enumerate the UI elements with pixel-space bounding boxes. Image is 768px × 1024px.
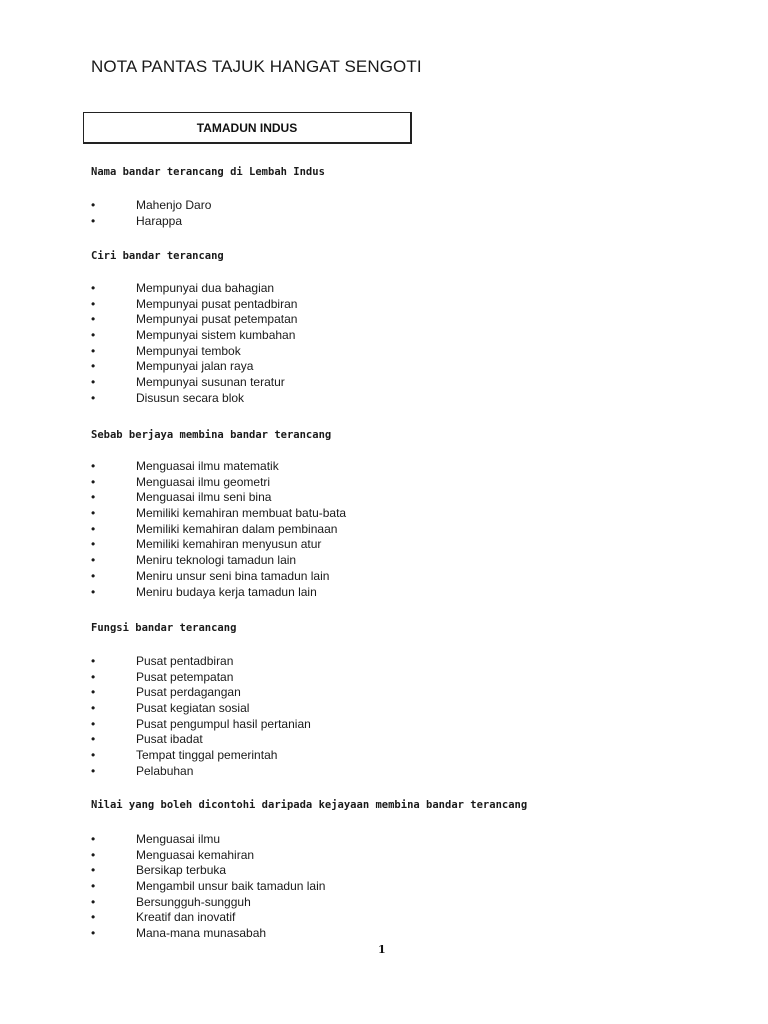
bullet-icon: • <box>91 328 96 343</box>
bullet-icon: • <box>91 521 96 536</box>
bullet-icon: • <box>91 763 96 778</box>
bullet-icon: • <box>91 701 96 716</box>
bullet-icon: • <box>91 490 96 505</box>
section-heading: Nama bandar terancang di Lembah Indus <box>91 166 325 178</box>
section-nilai-dicontohi: Nilai yang boleh dicontohi daripada kejayaan membina bandar terancang • Menguasai ilmu • Menguasai kemahiran • Bersikap terbuka • Mengambil unsur baik tamadun lain • Bersungguh-sungguh • Kreatif dan inovatif • Mana-mana munasabah <box>91 797 711 813</box>
bullet-icon: • <box>91 198 96 212</box>
topic-title: TAMADUN INDUS <box>196 120 298 135</box>
topic-title-box <box>83 112 412 144</box>
bullet-icon: • <box>91 685 96 700</box>
bullet-icon: • <box>91 359 96 374</box>
bullet-icon: • <box>91 910 96 925</box>
section-ciri-bandar: Ciri bandar terancang • Mempunyai dua bahagian • Mempunyai pusat pentadbiran • Mempunyai pusat petempatan • Mempunyai sistem kumbahan • Mempunyai tembok • Mempunyai jalan raya • Mempunyai susunan teratur • Disusun secara blok <box>91 248 711 264</box>
section-heading: Ciri bandar terancang <box>91 250 224 262</box>
bullet-icon: • <box>91 847 96 862</box>
bullet-icon: • <box>91 213 96 228</box>
section-fungsi-bandar: Fungsi bandar terancang • Pusat pentadbiran • Pusat petempatan • Pusat perdagangan • Pusat kegiatan sosial • Pusat pengumpul hasil pertanian • Pusat ibadat • Tempat tinggal pemerintah • Pelabuhan <box>91 620 711 636</box>
bullet-icon: • <box>91 343 96 358</box>
bullet-icon: • <box>91 879 96 894</box>
section-heading: Fungsi bandar terancang <box>91 622 237 634</box>
page-number: 1 <box>378 943 386 956</box>
bullet-icon: • <box>91 281 96 295</box>
bullet-icon: • <box>91 863 96 878</box>
bullet-icon: • <box>91 568 96 583</box>
bullet-icon: • <box>91 390 96 405</box>
bullet-icon: • <box>91 669 96 684</box>
section-bandar-terancang: Nama bandar terancang di Lembah Indus • Mahenjo Daro • Harappa <box>91 164 711 180</box>
bullet-icon: • <box>91 926 96 941</box>
document-title: NOTA PANTAS TAJUK HANGAT SENGOTI <box>91 57 422 76</box>
bullet-icon: • <box>91 506 96 521</box>
bullet-icon: • <box>91 748 96 763</box>
section-heading: Sebab berjaya membina bandar terancang <box>91 429 332 441</box>
bullet-icon: • <box>91 654 96 668</box>
bullet-icon: • <box>91 584 96 599</box>
bullet-icon: • <box>91 296 96 311</box>
bullet-icon: • <box>91 459 96 473</box>
bullet-icon: • <box>91 537 96 552</box>
bullet-icon: • <box>91 732 96 747</box>
bullet-icon: • <box>91 553 96 568</box>
bullet-icon: • <box>91 832 96 846</box>
bullet-icon: • <box>91 716 96 731</box>
bullet-icon: • <box>91 375 96 390</box>
section-heading: Nilai yang boleh dicontohi daripada kejayaan membina bandar terancang <box>91 799 528 811</box>
bullet-icon: • <box>91 894 96 909</box>
bullet-icon: • <box>91 312 96 327</box>
section-sebab-berjaya: Sebab berjaya membina bandar terancang • Menguasai ilmu matematik • Menguasai ilmu geometri • Menguasai ilmu seni bina • Memiliki kemahiran membuat batu-bata • Memiliki kemahiran dalam pembinaan • Memiliki kemahiran menyusun atur • Meniru teknologi tamadun lain • Meniru unsur seni bina tamadun lain • Meniru budaya kerja tamadun lain <box>91 427 711 443</box>
bullet-icon: • <box>91 474 96 489</box>
